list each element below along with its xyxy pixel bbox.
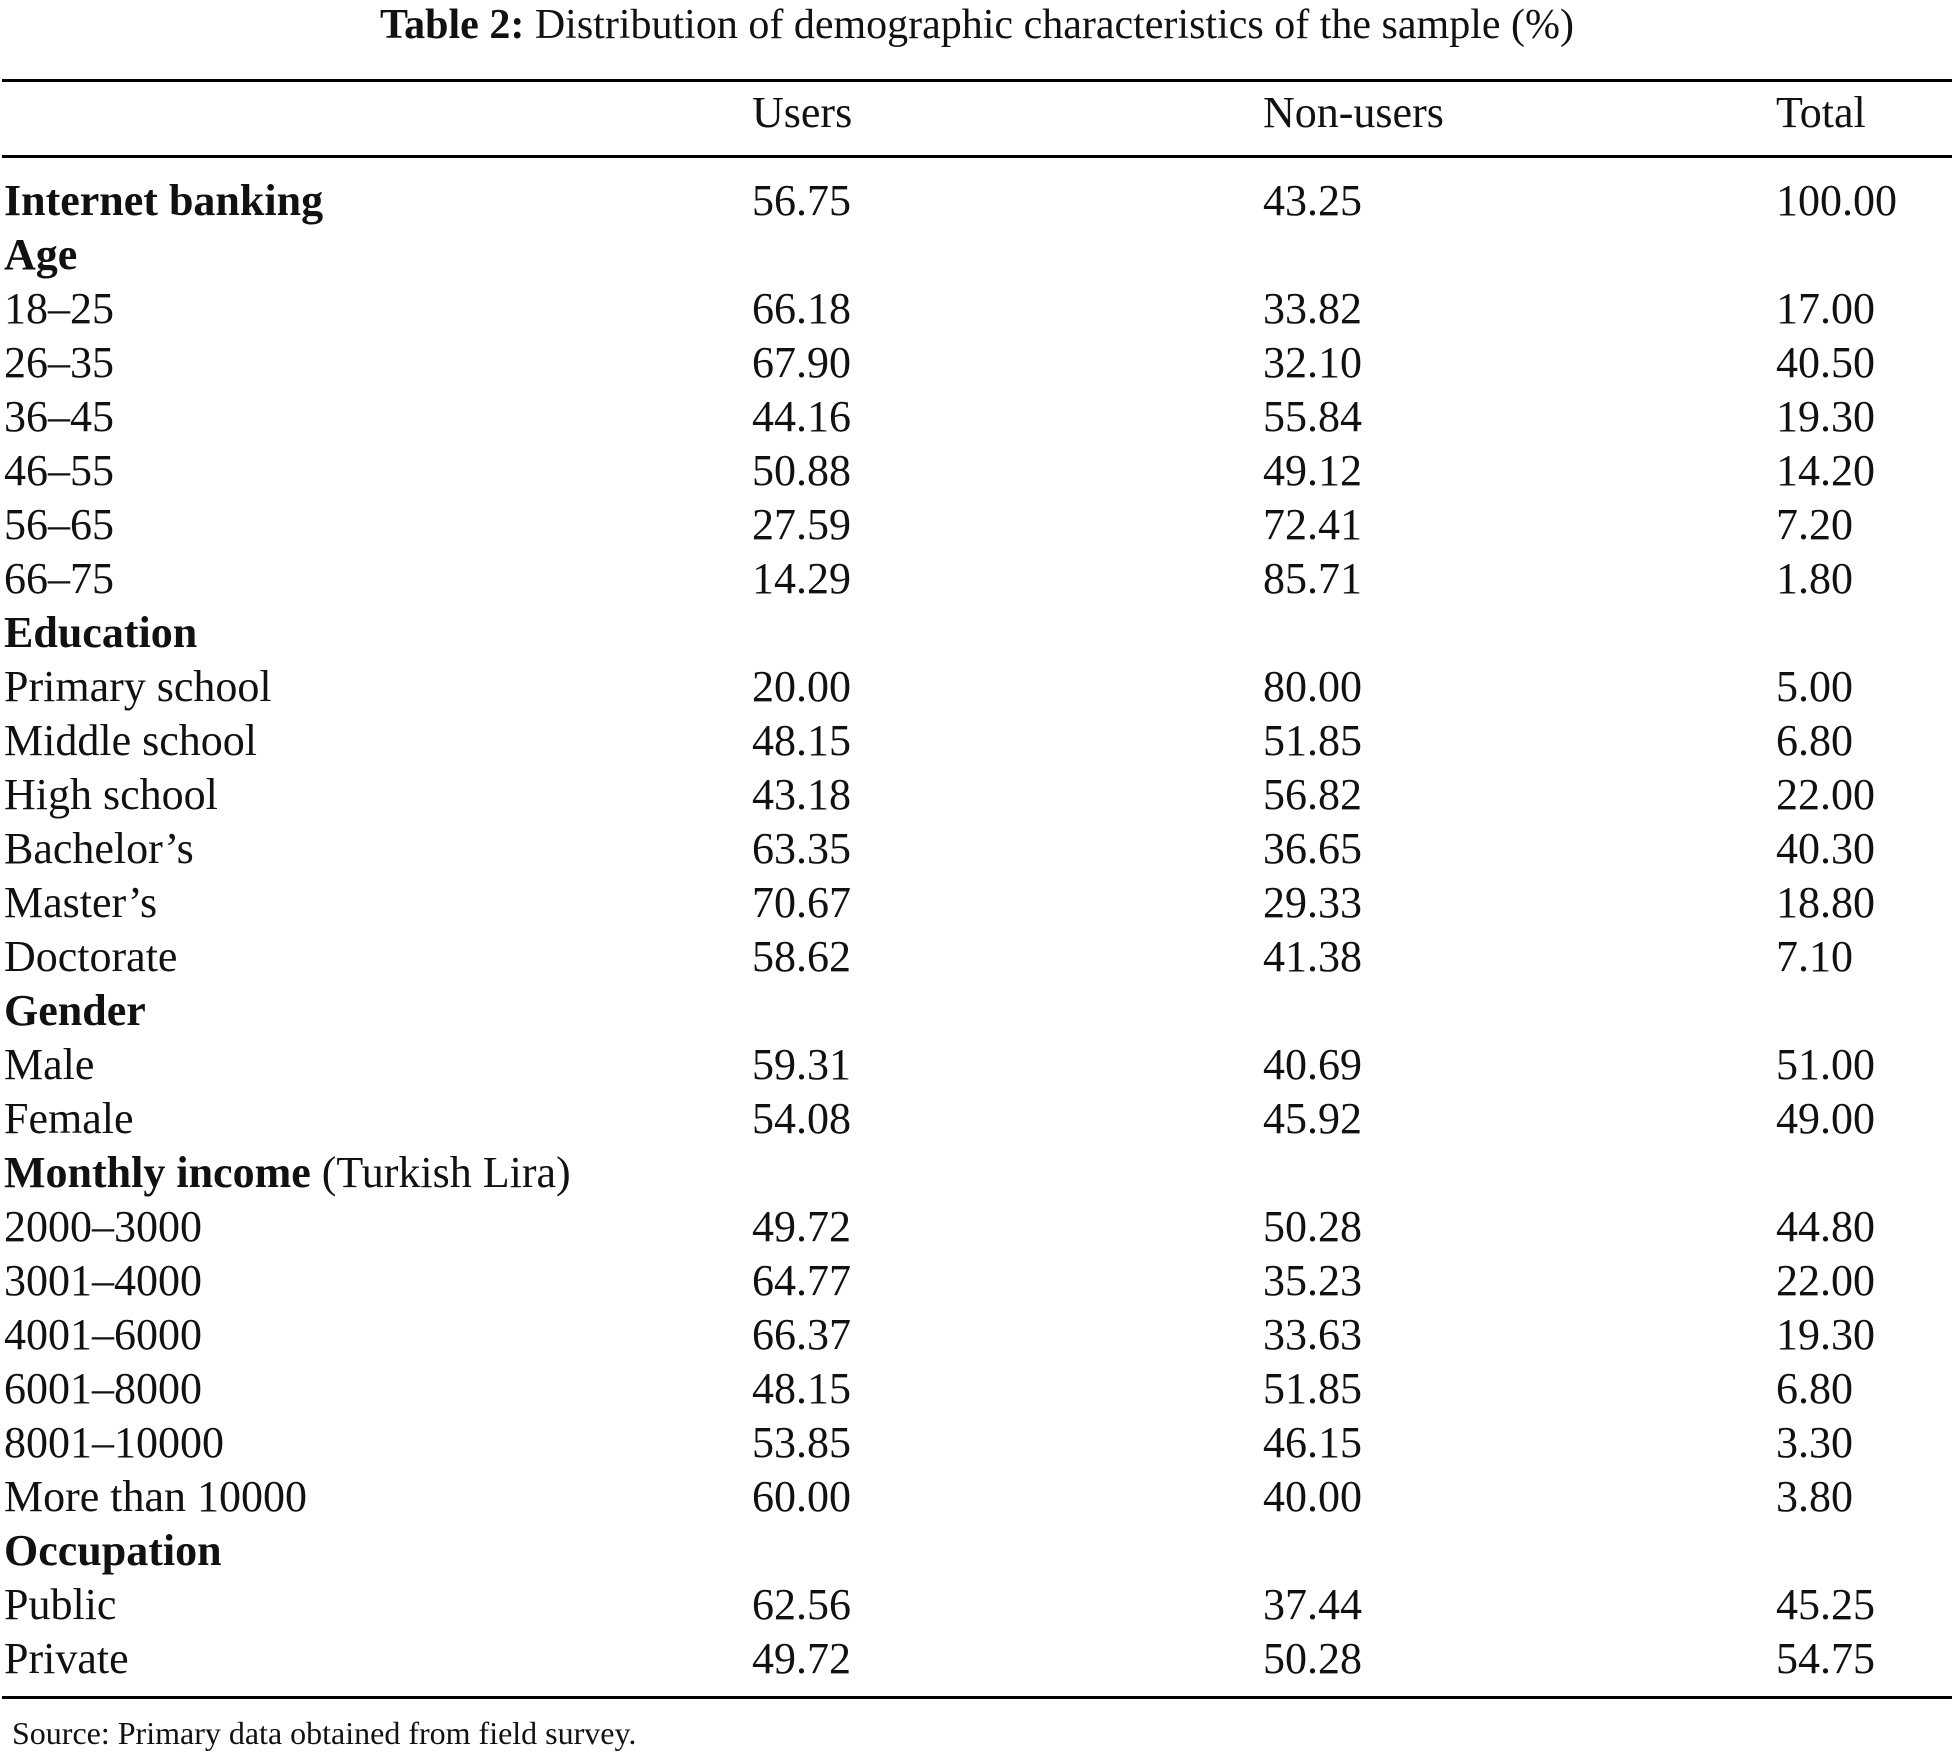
row-label-text: More than 10000 — [4, 1472, 308, 1521]
total-value: 7.20 — [1776, 500, 1853, 549]
row-label — [4, 552, 114, 606]
table-row — [0, 336, 1954, 390]
row-label-text: Private — [4, 1634, 129, 1683]
row-label-text: Male — [4, 1040, 95, 1089]
row-label-text: 2000–3000 — [4, 1202, 202, 1251]
row-label — [4, 822, 194, 876]
section-label — [4, 1524, 222, 1578]
users-value: 66.37 — [752, 1310, 851, 1359]
nonusers-value: 55.84 — [1263, 392, 1362, 441]
section-label — [4, 174, 323, 228]
nonusers-value: 35.23 — [1263, 1256, 1362, 1305]
row-label-text: Education — [4, 608, 198, 657]
table-row — [0, 498, 1954, 552]
users-value: 49.72 — [752, 1634, 851, 1683]
users-value: 58.62 — [752, 932, 851, 981]
row-label — [4, 1632, 129, 1686]
row-label — [4, 660, 272, 714]
table-row — [0, 1362, 1954, 1416]
users-value: 70.67 — [752, 878, 851, 927]
users-value: 27.59 — [752, 500, 851, 549]
nonusers-value: 50.28 — [1263, 1634, 1362, 1683]
table-title: Distribution of demographic characteristics of the sample (%) — [534, 2, 1574, 48]
row-label — [4, 1038, 94, 1092]
total-value: 6.80 — [1776, 716, 1853, 765]
total-value: 5.00 — [1776, 662, 1853, 711]
table-row — [0, 876, 1954, 930]
table-section-row — [0, 606, 1954, 660]
nonusers-value: 33.82 — [1263, 284, 1362, 333]
row-label-text: 8001–10000 — [4, 1418, 224, 1467]
users-value: 60.00 — [752, 1472, 851, 1521]
users-value: 48.15 — [752, 716, 851, 765]
total-value: 44.80 — [1776, 1202, 1875, 1251]
row-label-text: Middle school — [4, 716, 257, 765]
total-value: 40.30 — [1776, 824, 1875, 873]
nonusers-value: 32.10 — [1263, 338, 1362, 387]
nonusers-value: 36.65 — [1263, 824, 1362, 873]
total-value: 18.80 — [1776, 878, 1875, 927]
total-value: 54.75 — [1776, 1634, 1875, 1683]
users-value: 54.08 — [752, 1094, 851, 1143]
table-caption — [0, 0, 1954, 50]
row-label-text: Bachelor’s — [4, 824, 194, 873]
section-label — [4, 606, 197, 660]
row-label — [4, 390, 114, 444]
users-value: 53.85 — [752, 1418, 851, 1467]
row-label — [4, 1092, 134, 1146]
total-value: 49.00 — [1776, 1094, 1875, 1143]
row-label-text: 56–65 — [4, 500, 114, 549]
row-label — [4, 282, 114, 336]
total-value: 22.00 — [1776, 770, 1875, 819]
row-label — [4, 714, 257, 768]
users-value: 66.18 — [752, 284, 851, 333]
nonusers-value: 40.00 — [1263, 1472, 1362, 1521]
nonusers-value: 85.71 — [1263, 554, 1362, 603]
column-header-nonusers: Non-users — [1263, 88, 1444, 137]
row-label-text: 4001–6000 — [4, 1310, 202, 1359]
total-value: 6.80 — [1776, 1364, 1853, 1413]
row-label-text: 66–75 — [4, 554, 114, 603]
row-label-text: Primary school — [4, 662, 272, 711]
row-label-text: 18–25 — [4, 284, 114, 333]
users-value: 62.56 — [752, 1580, 851, 1629]
table-section-row — [0, 228, 1954, 282]
nonusers-value: 41.38 — [1263, 932, 1362, 981]
users-value: 59.31 — [752, 1040, 851, 1089]
row-label-text: 3001–4000 — [4, 1256, 202, 1305]
row-label-text: Gender — [4, 986, 146, 1035]
total-value: 3.80 — [1776, 1472, 1853, 1521]
users-value: 63.35 — [752, 824, 851, 873]
nonusers-value: 29.33 — [1263, 878, 1362, 927]
table-row — [0, 660, 1954, 714]
row-label — [4, 1470, 307, 1524]
nonusers-value: 40.69 — [1263, 1040, 1362, 1089]
table-row — [0, 768, 1954, 822]
row-label — [4, 768, 218, 822]
total-value: 19.30 — [1776, 392, 1875, 441]
row-label-text: Occupation — [4, 1526, 222, 1575]
table-row — [0, 444, 1954, 498]
users-value: 49.72 — [752, 1202, 851, 1251]
table-row — [0, 1578, 1954, 1632]
table-body — [0, 174, 1954, 1686]
column-header-users: Users — [752, 88, 853, 137]
nonusers-value: 46.15 — [1263, 1418, 1362, 1467]
total-value: 19.30 — [1776, 1310, 1875, 1359]
column-header-total: Total — [1776, 88, 1866, 137]
section-label — [4, 1146, 571, 1200]
row-label-text: Doctorate — [4, 932, 178, 981]
row-label-text: Internet banking — [4, 176, 324, 225]
users-value: 48.15 — [752, 1364, 851, 1413]
nonusers-value: 80.00 — [1263, 662, 1362, 711]
row-label-text: Master’s — [4, 878, 158, 927]
row-label — [4, 1254, 202, 1308]
nonusers-value: 56.82 — [1263, 770, 1362, 819]
table-header-rule — [2, 155, 1952, 158]
row-label-text: Monthly income — [4, 1148, 311, 1197]
table-section-row — [0, 984, 1954, 1038]
table-row — [0, 1632, 1954, 1686]
total-value: 100.00 — [1776, 176, 1897, 225]
row-label — [4, 930, 177, 984]
nonusers-value: 43.25 — [1263, 176, 1362, 225]
table-row — [0, 390, 1954, 444]
row-label — [4, 1578, 116, 1632]
table-section-row — [0, 174, 1954, 228]
table-row — [0, 282, 1954, 336]
nonusers-value: 33.63 — [1263, 1310, 1362, 1359]
section-label — [4, 228, 77, 282]
row-label — [4, 1362, 202, 1416]
users-value: 56.75 — [752, 176, 851, 225]
row-label-text: 26–35 — [4, 338, 114, 387]
table-source-note: Source: Primary data obtained from field survey. — [12, 1715, 637, 1751]
row-label-text: 36–45 — [4, 392, 114, 441]
nonusers-value: 72.41 — [1263, 500, 1362, 549]
table-row — [0, 714, 1954, 768]
users-value: 67.90 — [752, 338, 851, 387]
users-value: 44.16 — [752, 392, 851, 441]
nonusers-value: 45.92 — [1263, 1094, 1362, 1143]
table-top-rule — [2, 79, 1952, 82]
total-value: 51.00 — [1776, 1040, 1875, 1089]
row-label — [4, 1416, 224, 1470]
table-section-row — [0, 1146, 1954, 1200]
table-row — [0, 1200, 1954, 1254]
nonusers-value: 51.85 — [1263, 1364, 1362, 1413]
users-value: 14.29 — [752, 554, 851, 603]
table-row — [0, 822, 1954, 876]
total-value: 1.80 — [1776, 554, 1853, 603]
row-label — [4, 444, 114, 498]
table-section-row — [0, 1524, 1954, 1578]
section-label — [4, 984, 146, 1038]
row-label — [4, 1308, 202, 1362]
row-label-text: Public — [4, 1580, 117, 1629]
row-label — [4, 336, 114, 390]
total-value: 7.10 — [1776, 932, 1853, 981]
row-label-text: 6001–8000 — [4, 1364, 202, 1413]
total-value: 14.20 — [1776, 446, 1875, 495]
nonusers-value: 37.44 — [1263, 1580, 1362, 1629]
table-bottom-rule — [2, 1696, 1952, 1699]
total-value: 45.25 — [1776, 1580, 1875, 1629]
row-label-text: High school — [4, 770, 218, 819]
table-row — [0, 1038, 1954, 1092]
row-label-text: Age — [4, 230, 78, 279]
nonusers-value: 50.28 — [1263, 1202, 1362, 1251]
table-row — [0, 1416, 1954, 1470]
total-value: 17.00 — [1776, 284, 1875, 333]
row-sublabel: (Turkish Lira) — [321, 1148, 571, 1197]
row-label-text: Female — [4, 1094, 134, 1143]
table-row — [0, 1254, 1954, 1308]
nonusers-value: 49.12 — [1263, 446, 1362, 495]
row-label — [4, 498, 114, 552]
table-number: Table 2: — [380, 2, 525, 48]
table-row — [0, 1092, 1954, 1146]
total-value: 22.00 — [1776, 1256, 1875, 1305]
users-value: 50.88 — [752, 446, 851, 495]
users-value: 64.77 — [752, 1256, 851, 1305]
row-label-text: 46–55 — [4, 446, 114, 495]
users-value: 43.18 — [752, 770, 851, 819]
nonusers-value: 51.85 — [1263, 716, 1362, 765]
table-row — [0, 930, 1954, 984]
total-value: 3.30 — [1776, 1418, 1853, 1467]
table-row — [0, 1470, 1954, 1524]
table-row — [0, 552, 1954, 606]
row-label — [4, 876, 157, 930]
users-value: 20.00 — [752, 662, 851, 711]
row-label — [4, 1200, 202, 1254]
total-value: 40.50 — [1776, 338, 1875, 387]
table-row — [0, 1308, 1954, 1362]
